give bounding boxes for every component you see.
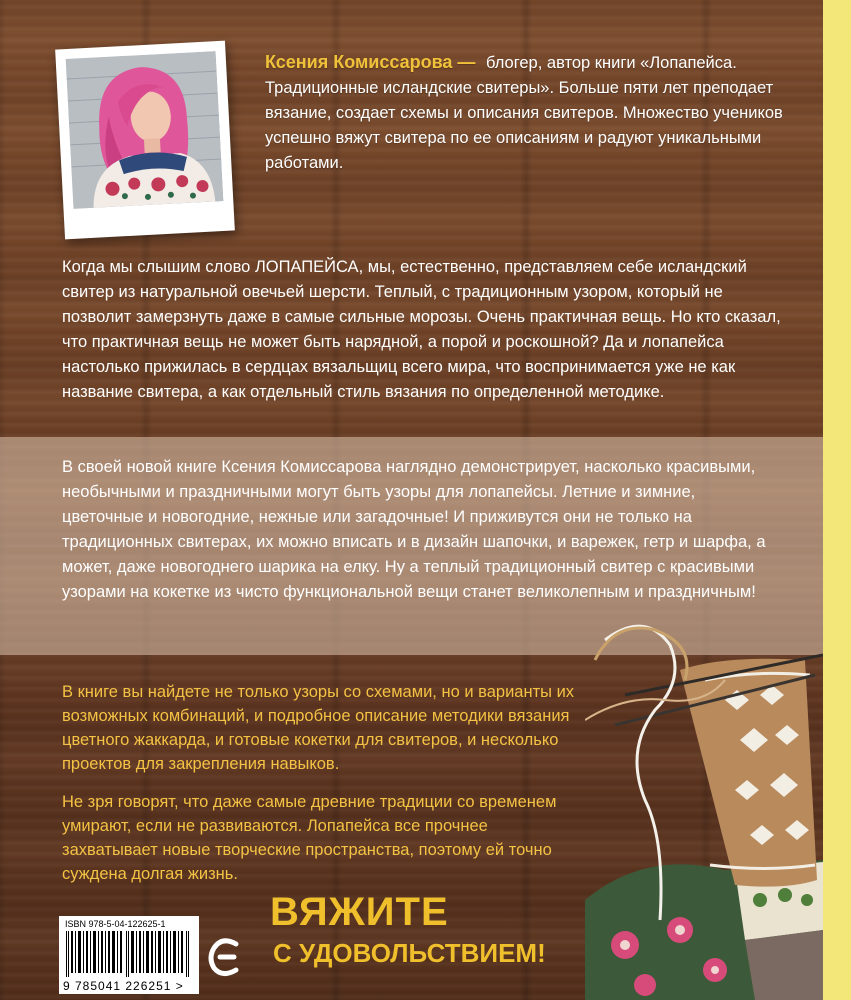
author-bio-text: блогер, автор книги «Лопапейса. Традиционные исландские свитеры». Больше пяти лет преподает вязание, создает схемы и описания свитеров. Множество учеников успешно вяжут свитера по ее описаниям и радуют уникальными работами. [265,54,783,172]
barcode-bars [64,931,194,977]
slogan-line-1: ВЯЖИТЕ [270,890,449,934]
barcode-digits: 9 785041 226251 > [63,979,184,993]
author-portrait-image [66,51,224,209]
highlight-paragraph: В своей новой книге Ксения Комиссарова наглядно демонстрирует, насколько красивыми, необычными и праздничными могут быть узоры для лопапейсы. Летние и зимние, цветочные и новогодние, нежные или загадочные! И приживутся они не только на традиционных свитерах, их можно вписать и в дизайн шапочки, и варежек, гетр и шарфа, а может, даже новогоднего шарика на елку. Ну а теплый традиционный свитер с красивыми узорами на кокетке из чисто функциональной вещи станет великолепным и праздничным! [62,458,766,601]
closing-paragraph: Не зря говорят, что даже самые древние традиции со временем умирают, если не развиваются. Лопапейса все прочнее захватывает новые творческие пространства, поэтому ей точно суждена долгая жизнь. [62,793,557,883]
cover-edge-strip [823,0,851,1000]
publisher-logo-icon [208,932,242,982]
isbn-barcode [59,916,199,994]
author-name: Ксения Комиссарова — [265,52,476,72]
knitting-illustration [585,600,823,1000]
author-bio [265,50,805,176]
intro-paragraph: Когда мы слышим слово ЛОПАПЕЙСА, мы, естественно, представляем себе исландский свитер из натуральной овечьей шерсти. Теплый, с традиционным узором, который не позволит замерзнуть даже в самые сильные морозы. Очень практичная вещь. Но кто сказал, что практичная вещь не может быть нарядной, а порой и роскошной? Да и лопапейса настолько прижилась в сердцах вязальщиц всего мира, что воспринимается уже не как название свитера, а как отдельный стиль вязания по определенной методике. [62,258,781,401]
author-photo [66,51,224,209]
isbn-label: ISBN 978-5-04-122625-1 [65,919,166,929]
features-paragraph: В книге вы найдете не только узоры со схемами, но и варианты их возможных комбинаций, и подробное описание методики вязания цветного жаккарда, и готовые кокетки для свитеров, и несколько проектов для закрепления навыков. [62,683,575,773]
author-photo-card [55,41,235,240]
slogan-line-2: С УДОВОЛЬСТВИЕМ! [273,938,546,968]
